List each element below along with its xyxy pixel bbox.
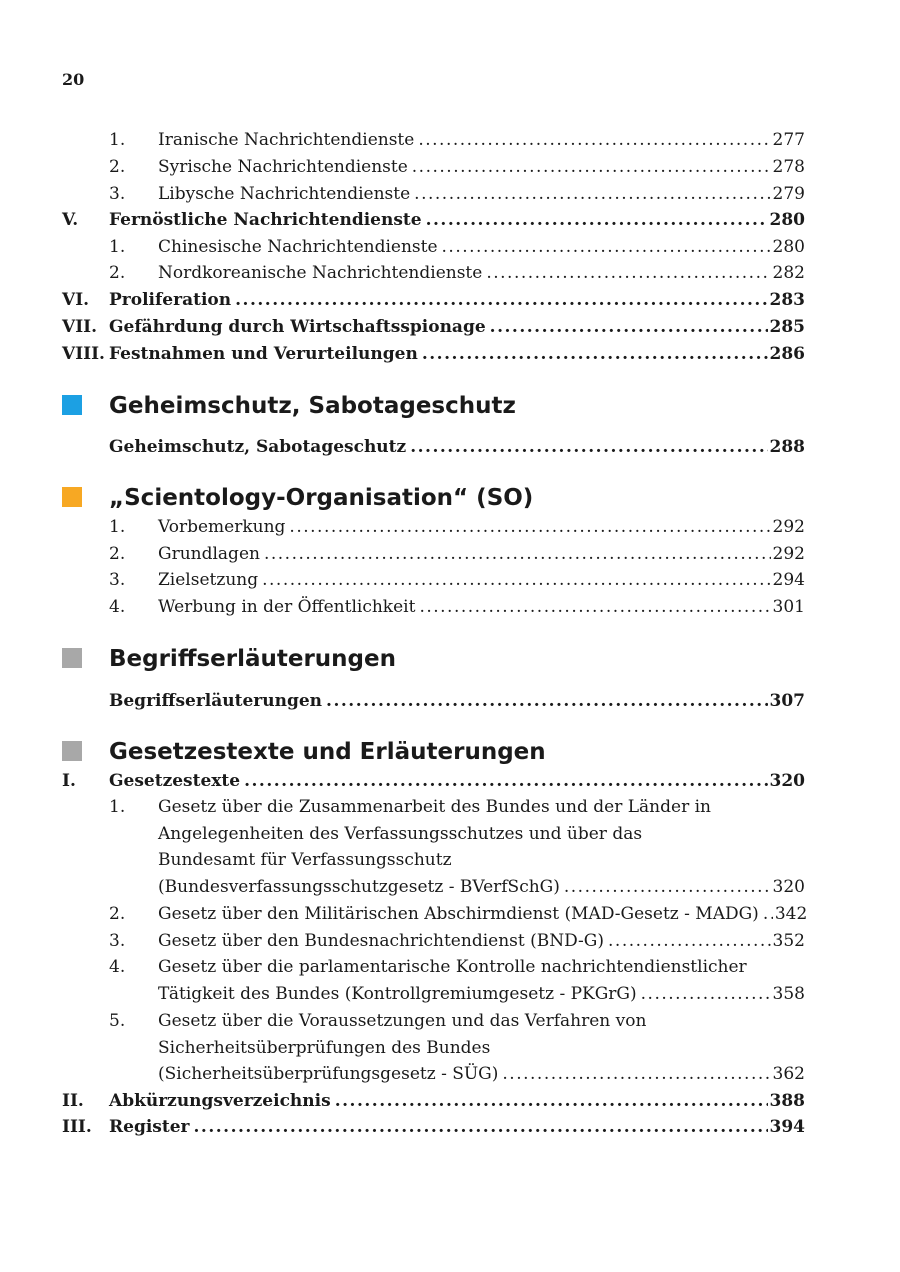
entry-number: 1. xyxy=(109,797,126,817)
entry-title-line: Gesetz über die Zusammenarbeit des Bundes und der Länder in xyxy=(158,797,711,817)
entry-title-line: Sicherheitsüberprüfungen des Bundes xyxy=(158,1038,491,1058)
section-marker-gray xyxy=(62,648,82,668)
section-heading-geheimschutz xyxy=(0,391,900,421)
dot-leader xyxy=(262,569,770,591)
section-marker-blue xyxy=(62,395,82,415)
entry-title: Libysche Nachrichtendienste xyxy=(158,184,411,204)
entry-number: VIII. xyxy=(62,344,105,364)
entry-page: 286 xyxy=(769,344,805,364)
entry-page: 352 xyxy=(772,931,805,951)
entry-title: Nordkoreanische Nachrichtendienste xyxy=(158,263,483,283)
dot-leader xyxy=(193,1116,767,1138)
entry-title: Iranische Nachrichtendienste xyxy=(158,130,415,150)
entry-title: Gesetz über den Militärischen Abschirmdienst (MAD-Gesetz - MADG) xyxy=(158,904,759,924)
entry-number: 4. xyxy=(109,597,126,617)
section-title: Begriffserläuterungen xyxy=(109,646,396,672)
entry-title: (Bundesverfassungsschutzgesetz - BVerfSchG) xyxy=(158,877,560,897)
section-title: „Scientology-Organisation“ (SO) xyxy=(109,485,534,511)
entry-page: 280 xyxy=(772,237,805,257)
toc-entry[interactable] xyxy=(0,596,900,618)
dot-leader xyxy=(414,183,770,205)
entry-number: 1. xyxy=(109,237,126,257)
entry-title: Register xyxy=(109,1117,190,1137)
dot-leader xyxy=(608,930,771,952)
entry-number: II. xyxy=(62,1091,84,1111)
dot-leader xyxy=(410,436,767,458)
entry-number: V. xyxy=(62,210,79,230)
entry-page: 294 xyxy=(772,570,805,590)
entry-title: Abkürzungsverzeichnis xyxy=(109,1091,331,1111)
entry-page: 292 xyxy=(772,517,805,537)
toc-entry[interactable] xyxy=(0,183,900,205)
entry-title: Proliferation xyxy=(109,290,232,310)
entry-title: Gefährdung durch Wirtschaftsspionage xyxy=(109,317,486,337)
toc-entry-multiline[interactable] xyxy=(0,796,900,896)
entry-page: 301 xyxy=(772,597,805,617)
entry-title: Chinesische Nachrichtendienste xyxy=(158,237,438,257)
section-title: Geheimschutz, Sabotageschutz xyxy=(109,393,516,419)
entry-page: 280 xyxy=(769,210,805,230)
entry-number: III. xyxy=(62,1117,92,1137)
entry-title: Tätigkeit des Bundes (Kontrollgremiumgesetz - PKGrG) xyxy=(158,984,637,1004)
entry-title: Werbung in der Öffentlichkeit xyxy=(158,597,416,617)
page-number: 20 xyxy=(62,70,85,89)
toc-entry[interactable] xyxy=(0,930,900,952)
entry-number: 1. xyxy=(109,130,126,150)
section-marker-orange xyxy=(62,487,82,507)
entry-title: Begriffserläuterungen xyxy=(109,691,323,711)
toc-entry[interactable] xyxy=(0,1090,900,1112)
dot-leader xyxy=(289,516,770,538)
toc-entry[interactable] xyxy=(0,316,900,338)
entry-page: 282 xyxy=(772,263,805,283)
entry-title: (Sicherheitsüberprüfungsgesetz - SÜG) xyxy=(158,1064,499,1084)
entry-title: Fernöstliche Nachrichtendienste xyxy=(109,210,422,230)
dot-leader xyxy=(763,903,773,925)
section-heading-gesetze xyxy=(0,737,900,767)
dot-leader xyxy=(326,690,767,712)
toc-entry[interactable] xyxy=(0,156,900,178)
entry-number: 1. xyxy=(109,517,126,537)
entry-page: 283 xyxy=(769,290,805,310)
entry-page: 320 xyxy=(772,877,805,897)
toc-entry[interactable] xyxy=(0,236,900,258)
entry-number: 5. xyxy=(109,1011,126,1031)
entry-title: Grundlagen xyxy=(158,544,260,564)
entry-number: 2. xyxy=(109,904,126,924)
dot-leader xyxy=(641,983,771,1005)
dot-leader xyxy=(264,543,771,565)
entry-number: VI. xyxy=(62,290,90,310)
entry-page: 279 xyxy=(772,184,805,204)
entry-number: 2. xyxy=(109,544,126,564)
entry-number: 3. xyxy=(109,570,126,590)
entry-page: 388 xyxy=(769,1091,805,1111)
entry-number: 4. xyxy=(109,957,126,977)
dot-leader xyxy=(412,156,771,178)
entry-title-line: Bundesamt für Verfassungsschutz xyxy=(158,850,452,870)
toc-entry[interactable] xyxy=(0,436,900,458)
entry-page: 288 xyxy=(769,437,805,457)
toc-entry[interactable] xyxy=(0,569,900,591)
toc-entry[interactable] xyxy=(0,516,900,538)
dot-leader xyxy=(502,1063,770,1085)
entry-title: Festnahmen und Verurteilungen xyxy=(109,344,418,364)
toc-entry[interactable] xyxy=(0,903,900,925)
toc-entry[interactable] xyxy=(0,343,900,365)
entry-title-line: Gesetz über die parlamentarische Kontrolle nachrichtendienstlicher xyxy=(158,957,747,977)
dot-leader xyxy=(486,262,770,284)
dot-leader xyxy=(442,236,771,258)
section-heading-scientology xyxy=(0,483,900,513)
entry-page: 285 xyxy=(769,317,805,337)
toc-entry[interactable] xyxy=(0,690,900,712)
toc-entry-multiline[interactable] xyxy=(0,1010,900,1084)
toc-entry[interactable] xyxy=(0,289,900,311)
entry-title: Vorbemerkung xyxy=(158,517,286,537)
entry-number: 2. xyxy=(109,263,126,283)
entry-page: 394 xyxy=(769,1117,805,1137)
toc-entry[interactable] xyxy=(0,209,900,231)
entry-title: Gesetzestexte xyxy=(109,771,241,791)
toc-entry[interactable] xyxy=(0,1116,900,1138)
entry-page: 307 xyxy=(769,691,805,711)
toc-entry[interactable] xyxy=(0,129,900,151)
toc-entry[interactable] xyxy=(0,770,900,792)
dot-leader xyxy=(335,1090,768,1112)
entry-title: Gesetz über den Bundesnachrichtendienst (BND-G) xyxy=(158,931,605,951)
toc-entry[interactable] xyxy=(0,543,900,565)
entry-number: VII. xyxy=(62,317,98,337)
dot-leader xyxy=(244,770,767,792)
dot-leader xyxy=(235,289,767,311)
entry-page: 358 xyxy=(772,984,805,1004)
toc-entry-multiline[interactable] xyxy=(0,956,900,1004)
entry-number: 3. xyxy=(109,184,126,204)
entry-number: 3. xyxy=(109,931,126,951)
entry-title-line: Angelegenheiten des Verfassungsschutzes und über das xyxy=(158,824,643,844)
dot-leader xyxy=(426,209,768,231)
dot-leader xyxy=(419,596,770,618)
entry-page: 362 xyxy=(772,1064,805,1084)
entry-title: Syrische Nachrichtendienste xyxy=(158,157,408,177)
entry-number: 2. xyxy=(109,157,126,177)
toc-entry[interactable] xyxy=(0,262,900,284)
section-title: Gesetzestexte und Erläuterungen xyxy=(109,739,546,765)
entry-page: 278 xyxy=(772,157,805,177)
entry-title: Geheimschutz, Sabotageschutz xyxy=(109,437,407,457)
section-marker-gray xyxy=(62,741,82,761)
entry-page: 292 xyxy=(772,544,805,564)
entry-page: 342 xyxy=(774,904,808,924)
dot-leader xyxy=(418,129,770,151)
dot-leader xyxy=(490,316,768,338)
entry-title: Zielsetzung xyxy=(158,570,259,590)
section-heading-begriffe xyxy=(0,644,900,674)
dot-leader xyxy=(564,876,771,898)
entry-page: 320 xyxy=(769,771,805,791)
entry-page: 277 xyxy=(772,130,805,150)
dot-leader xyxy=(422,343,768,365)
entry-title-line: Gesetz über die Voraussetzungen und das Verfahren von xyxy=(158,1011,647,1031)
entry-number: I. xyxy=(62,771,76,791)
